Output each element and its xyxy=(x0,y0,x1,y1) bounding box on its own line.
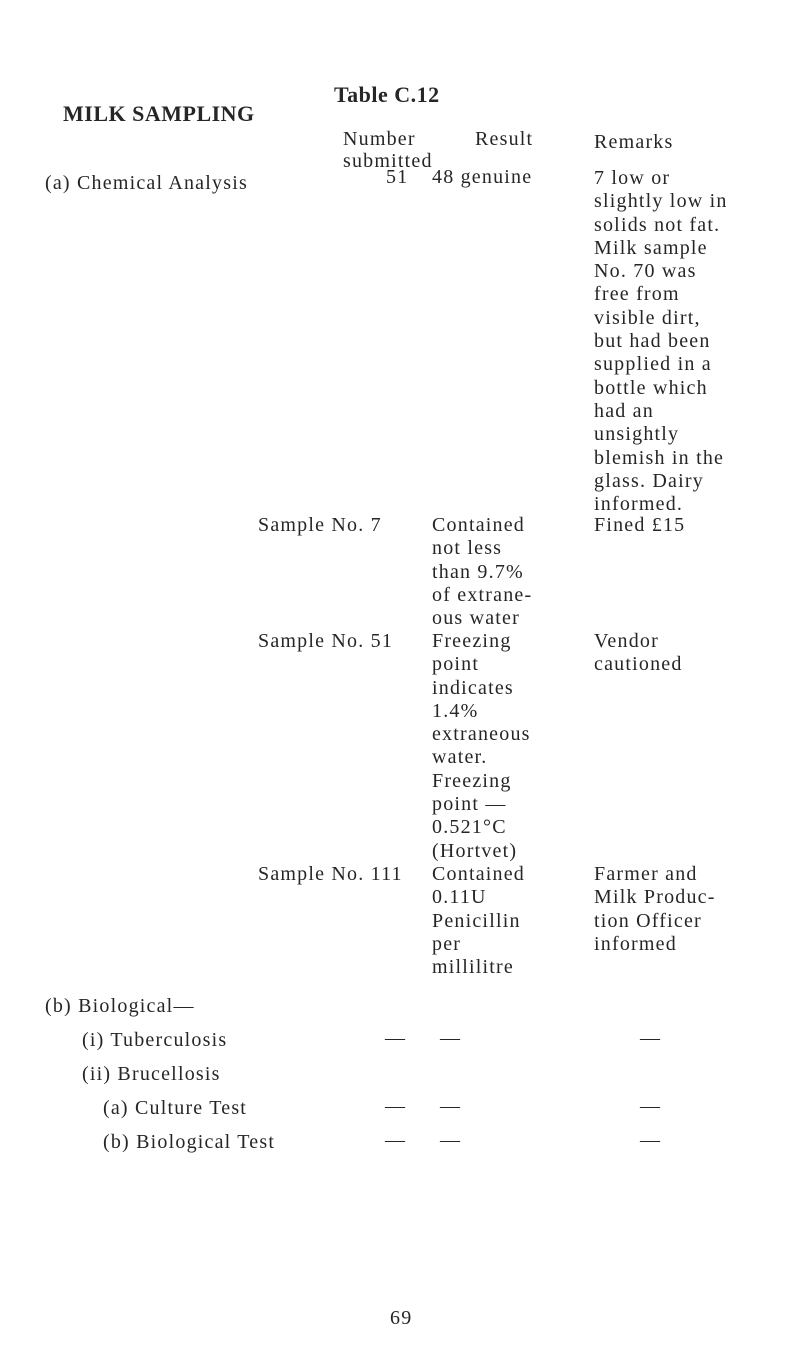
brucellosis-label: (ii) Brucellosis xyxy=(82,1063,221,1085)
sample-111-remarks: Farmer and Milk Produc- tion Officer informed xyxy=(594,863,716,955)
page-number: 69 xyxy=(390,1307,413,1329)
chemical-number-submitted: 51 xyxy=(386,166,409,188)
column-header-number-submitted: Number submitted xyxy=(343,128,433,172)
sample-51-label: Sample No. 51 xyxy=(258,630,394,652)
sample-51-result: Freezing point indicates 1.4% extraneous water. Freezing point — 0.521°C (Hortvet) xyxy=(432,630,531,862)
tuberculosis-remarks: — xyxy=(640,1027,660,1049)
biological-test-number: — xyxy=(385,1129,405,1151)
sample-111-label: Sample No. 111 xyxy=(258,863,403,885)
sample-7-label: Sample No. 7 xyxy=(258,514,382,536)
biological-test-result: — xyxy=(440,1129,460,1151)
column-header-remarks: Remarks xyxy=(594,131,674,153)
culture-test-number: — xyxy=(385,1095,405,1117)
section-title: MILK SAMPLING xyxy=(63,101,255,126)
chemical-remarks: 7 low or slightly low in solids not fat. Milk sample No. 70 was free from visible dirt, but had been supplied in a bottle which had an unsightly blemish in the glass. Dairy informed. xyxy=(594,167,728,516)
biological-test-remarks: — xyxy=(640,1129,660,1151)
tuberculosis-label: (i) Tuberculosis xyxy=(82,1029,228,1051)
column-header-result: Result xyxy=(475,128,534,150)
tuberculosis-result: — xyxy=(440,1027,460,1049)
table-title: Table C.12 xyxy=(334,82,440,107)
chemical-analysis-label: (a) Chemical Analysis xyxy=(45,172,248,194)
biological-test-label: (b) Biological Test xyxy=(103,1131,276,1153)
tuberculosis-number: — xyxy=(385,1027,405,1049)
sample-7-remarks: Fined £15 xyxy=(594,514,686,536)
culture-test-result: — xyxy=(440,1095,460,1117)
culture-test-remarks: — xyxy=(640,1095,660,1117)
culture-test-label: (a) Culture Test xyxy=(103,1097,248,1119)
chemical-result: 48 genuine xyxy=(432,166,533,188)
sample-111-result: Contained 0.11U Penicillin per millilitre xyxy=(432,863,526,979)
biological-label: (b) Biological— xyxy=(45,995,195,1017)
sample-51-remarks: Vendor cautioned xyxy=(594,630,683,676)
sample-7-result: Contained not less than 9.7% of extrane- ous water xyxy=(432,514,533,630)
